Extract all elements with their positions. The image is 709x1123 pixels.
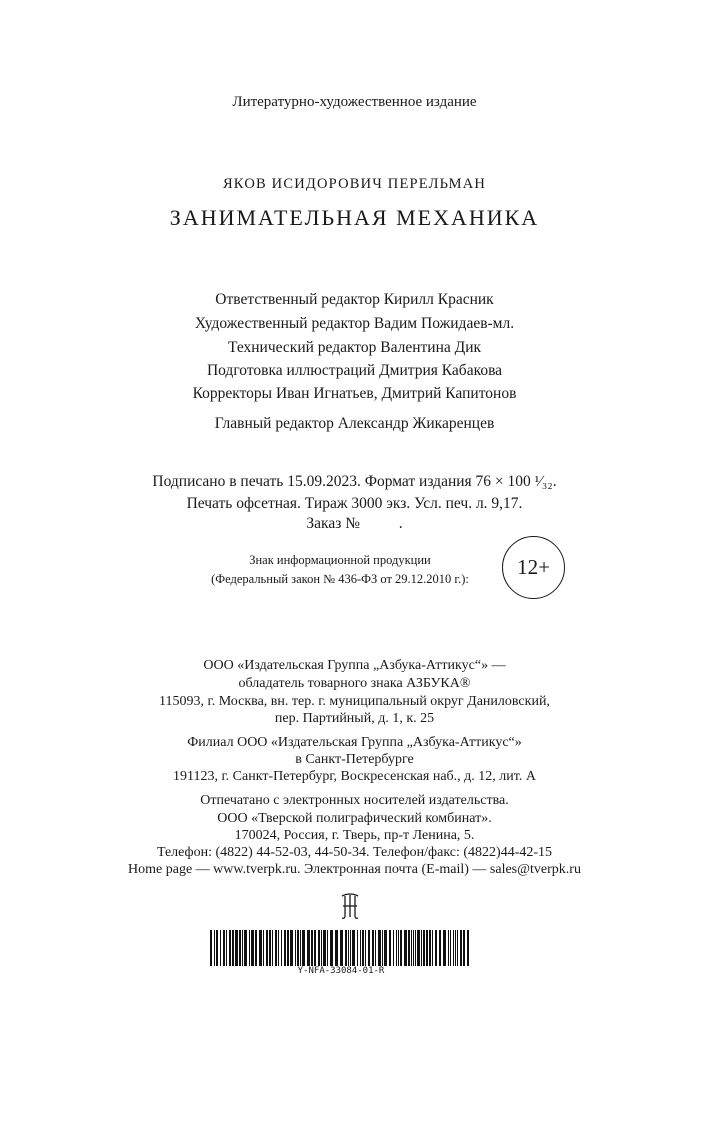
- publisher-line-3: 115093, г. Москва, вн. тер. г. муниципальный округ Даниловский,: [159, 694, 550, 709]
- printer-line-5: Home page — www.tverpk.ru. Электронная почта (E-mail) — sales@tverpk.ru: [128, 862, 581, 877]
- publisher-line-1: ООО «Издательская Группа „Азбука-Аттикус“» —: [203, 658, 506, 673]
- genre-line: Литературно-художественное издание: [232, 94, 477, 110]
- staff-line-1: Ответственный редактор Кирилл Красник: [215, 291, 494, 308]
- print-info-line-2: Печать офсетная. Тираж 3000 экз. Усл. печ. л. 9,17.: [186, 495, 523, 512]
- info-sign-line-1: Знак информационной продукции: [249, 553, 431, 567]
- printer-line-3: 170024, Россия, г. Тверь, пр-т Ленина, 5.: [234, 828, 475, 843]
- printer-line-2: ООО «Тверской полиграфический комбинат».: [217, 811, 492, 826]
- staff-line-3: Технический редактор Валентина Дик: [227, 339, 482, 356]
- barcode-icon: [210, 930, 472, 966]
- staff-line-5: Корректоры Иван Игнатьев, Дмитрий Капитонов: [192, 385, 517, 402]
- publisher-line-4: пер. Партийный, д. 1, к. 25: [274, 711, 435, 726]
- info-sign-line-2: (Федеральный закон № 436-ФЗ от 29.12.2010 г.):: [211, 572, 469, 586]
- barcode-label: Y-NFA-33084-01-R: [297, 966, 385, 976]
- print-info-line-3: Заказ № .: [306, 515, 403, 532]
- book-title: ЗАНИМАТЕЛЬНАЯ МЕХАНИКА: [169, 205, 540, 230]
- age-rating-badge: [502, 536, 565, 599]
- print-info-line-1: Подписано в печать 15.09.2023. Формат издания 76 × 100 ¹⁄₃₂.: [152, 473, 557, 490]
- staff-line-2: Художественный редактор Вадим Пожидаев-мл.: [194, 315, 515, 332]
- branch-line-3: 191123, г. Санкт-Петербург, Воскресенская наб., д. 12, лит. А: [173, 769, 536, 784]
- author-name: ЯКОВ ИСИДОРОВИЧ ПЕРЕЛЬМАН: [222, 176, 487, 192]
- publisher-line-2: обладатель товарного знака АЗБУКА®: [238, 676, 471, 691]
- printer-line-4: Телефон: (4822) 44-52-03, 44-50-34. Телефон/факс: (4822)44-42-15: [156, 845, 553, 860]
- info-sign-block: [180, 551, 500, 589]
- chief-editor-line: Главный редактор Александр Жикаренцев: [214, 415, 495, 432]
- staff-line-4: Подготовка иллюстраций Дмитрия Кабакова: [206, 362, 503, 379]
- printer-line-1: Отпечатано с электронных носителей издательства.: [200, 793, 509, 808]
- age-rating-text: 12+: [517, 555, 550, 579]
- branch-line-2: в Санкт-Петербурге: [295, 752, 414, 767]
- branch-line-1: Филиал ООО «Издательская Группа „Азбука-Аттикус“»: [187, 735, 522, 750]
- printer-logo-icon: [339, 892, 361, 920]
